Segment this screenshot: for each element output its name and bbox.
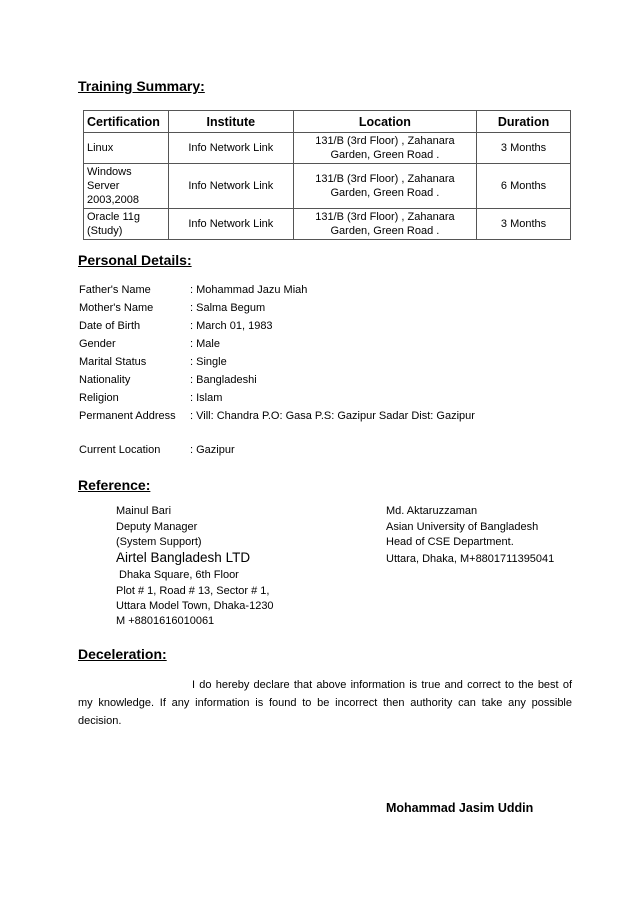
- cell-location: 131/B (3rd Floor) , Zahanara Garden, Green Road .: [293, 164, 476, 209]
- detail-value: : Gazipur: [190, 444, 235, 456]
- cell-institute: Info Network Link: [168, 164, 293, 209]
- signature-name: Mohammad Jasim Uddin: [386, 801, 534, 815]
- reference-organization: Asian University of Bangladesh: [386, 521, 539, 533]
- table-header-row: [84, 111, 571, 133]
- reference-department: (System Support): [116, 536, 202, 548]
- detail-value: : Single: [190, 356, 227, 368]
- reference-designation: Head of CSE Department.: [386, 536, 514, 548]
- header-certification: Certification: [84, 111, 169, 133]
- reference-address-phone: Uttara, Dhaka, M+8801711395041: [386, 553, 555, 565]
- detail-value: : Salma Begum: [190, 302, 266, 314]
- training-table: [83, 110, 571, 240]
- detail-label: Permanent Address: [79, 410, 176, 422]
- reference-company: Airtel Bangladesh LTD: [116, 550, 251, 565]
- detail-label: Religion: [79, 392, 119, 404]
- detail-label: Father's Name: [79, 284, 151, 296]
- header-duration: Duration: [477, 111, 571, 133]
- reference-address-line: Uttara Model Town, Dhaka-1230: [116, 600, 274, 612]
- cell-location: 131/B (3rd Floor) , Zahanara Garden, Green Road .: [293, 133, 476, 164]
- reference-heading: Reference:: [78, 477, 151, 493]
- reference-address-line: Dhaka Square, 6th Floor: [119, 569, 239, 581]
- table-row: [84, 164, 571, 209]
- header-location: Location: [293, 111, 476, 133]
- detail-value: : Vill: Chandra P.O: Gasa P.S: Gazipur Sadar Dist: Gazipur: [190, 410, 475, 422]
- declaration-text: I do hereby declare that above information is true and correct to the best of my knowledge. If any information is found to be incorrect then authority can take any possible decision.: [78, 679, 572, 727]
- detail-label: Gender: [79, 338, 116, 350]
- cell-certification: Windows Server 2003,2008: [84, 164, 169, 209]
- detail-value: : Mohammad Jazu Miah: [190, 284, 308, 296]
- detail-label: Date of Birth: [79, 320, 141, 332]
- cell-institute: Info Network Link: [168, 133, 293, 164]
- personal-details-heading: Personal Details:: [78, 252, 192, 268]
- detail-label: Current Location: [79, 444, 161, 456]
- detail-label: Marital Status: [79, 356, 147, 368]
- cell-institute: Info Network Link: [168, 209, 293, 240]
- detail-value: : March 01, 1983: [190, 320, 273, 332]
- table-row: [84, 209, 571, 240]
- cell-certification: Oracle 11g (Study): [84, 209, 169, 240]
- header-institute: Institute: [168, 111, 293, 133]
- detail-value: : Islam: [190, 392, 223, 404]
- cell-duration: 3 Months: [477, 133, 571, 164]
- cell-certification: Linux: [84, 133, 169, 164]
- reference-name: Mainul Bari: [116, 505, 172, 517]
- reference-phone: M +8801616010061: [116, 615, 215, 627]
- detail-value: : Bangladeshi: [190, 374, 257, 386]
- training-summary-heading: Training Summary:: [78, 78, 205, 94]
- detail-label: Nationality: [79, 374, 131, 386]
- declaration-heading: Deceleration:: [78, 646, 167, 662]
- cell-duration: 6 Months: [477, 164, 571, 209]
- cell-duration: 3 Months: [477, 209, 571, 240]
- reference-designation: Deputy Manager: [116, 521, 198, 533]
- detail-label: Mother's Name: [79, 302, 154, 314]
- cell-location: 131/B (3rd Floor) , Zahanara Garden, Green Road .: [293, 209, 476, 240]
- detail-value: : Male: [190, 338, 220, 350]
- reference-name: Md. Aktaruzzaman: [386, 505, 478, 517]
- reference-address-line: Plot # 1, Road # 13, Sector # 1,: [116, 585, 270, 597]
- table-row: [84, 133, 571, 164]
